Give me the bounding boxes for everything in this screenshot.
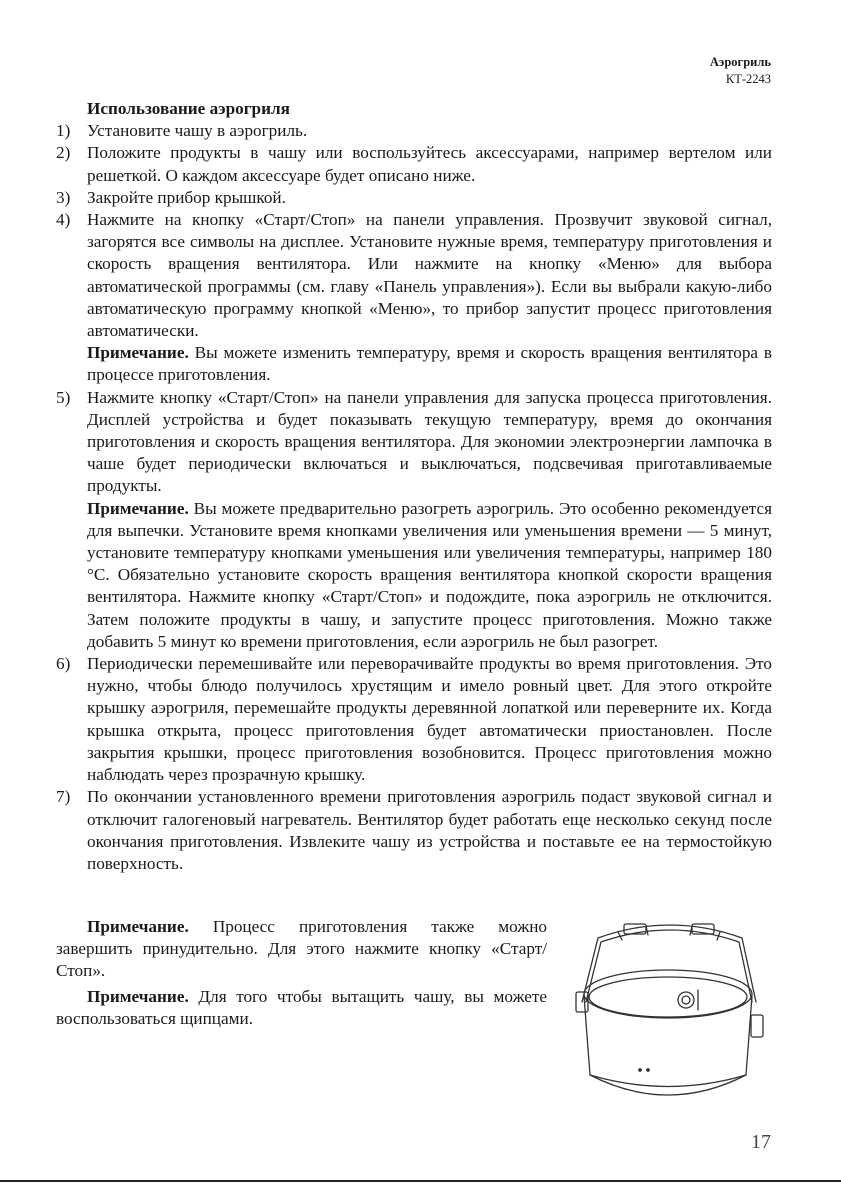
note-label: Примечание. — [87, 917, 189, 936]
note-text: Вы можете изменить температуру, время и скорость вращения вентилятора в процессе приготовления. — [87, 343, 772, 385]
header-model: КТ-2243 — [725, 72, 771, 86]
header-brand: Аэрогриль — [709, 55, 771, 69]
step-text: Нажмите кнопку «Старт/Стоп» на панели управления для запуска процесса приготовления. Дисплей устройства и будет показывать текущую температуру, время до окончания приготовления и скорость вращения вентилятора. Для экономии электроэнергии лампочка в чаше будет периодически включаться и выключаться, подсвечивая приготавливаемые продукты. — [87, 387, 772, 496]
running-header — [710, 54, 771, 88]
step-note — [87, 342, 772, 386]
step-number: 5) — [56, 387, 71, 407]
step-text: Нажмите на кнопку «Старт/Стоп» на панели управления. Прозвучит звуковой сигнал, загорятся все символы на дисплее. Установите нужные время, температуру приготовления и скорость вращения вентилятора. Или нажмите на кнопку «Меню» для выбора автоматической программы (см. главу «Панель управления»). Если вы выбрали какую-либо автоматическую программу кнопкой «Меню», то прибор запустит процесс приготовления автоматически. — [87, 210, 772, 341]
step-number: 3) — [56, 187, 71, 207]
step-text: Установите чашу в аэрогриль. — [87, 121, 308, 141]
note-paragraph — [56, 916, 547, 983]
step-3 — [56, 187, 772, 209]
bowl-with-handle-illustration — [570, 910, 770, 1110]
note-text: Процесс приготовления также можно завершить принудительно. Для этого нажмите кнопку «Старт/Стоп». — [56, 917, 547, 981]
note-paragraph — [56, 986, 547, 1030]
step-1 — [56, 120, 772, 142]
step-2 — [56, 142, 772, 186]
note-text: Вы можете предварительно разогреть аэрогриль. Это особенно рекомендуется для выпечки. Установите время кнопками увеличения или уменьшения времени — 5 минут, установите температуру кнопками уменьшения или увеличения температуры, например 180 °С. Обязательно установите скорость вращения вентилятора кнопкой скорости вращения вентилятора. Нажмите кнопку «Старт/Стоп» и подождите, пока аэрогриль не отключится. Затем положите продукты в чашу, и запустите процесс приготовления. Можно также добавить 5 минут ко времени приготовления, если аэрогриль не был разогрет. — [87, 498, 773, 651]
note-label: Примечание. — [87, 498, 189, 518]
section-title: Использование аэрогриля — [87, 99, 290, 118]
footer-divider — [0, 1180, 841, 1182]
step-4 — [56, 209, 772, 387]
step-number: 6) — [56, 654, 71, 674]
step-6 — [56, 653, 772, 786]
step-text: Положите продукты в чашу или воспользуйтесь аксессуарами, например вертелом или решеткой. О каждом аксессуаре будет описано ниже. — [87, 143, 772, 185]
step-text: По окончании установленного времени приготовления аэрогриль подаст звуковой сигнал и отключит галогеновый нагреватель. Вентилятор будет работать еще несколько секунд после окончания приготовления. Извлеките чашу из устройства и поставьте ее на термостойкую поверхность. — [87, 787, 772, 873]
step-number: 2) — [56, 143, 71, 163]
step-text: Периодически перемешивайте или переворачивайте продукты во время приготовления. Это нужно, чтобы блюдо получилось хрустящим и имело ровный цвет. Для этого откройте крышку аэрогриля, перемешайте продукты деревянной лопаткой или переверните их. Когда крышка открыта, процесс приготовления будет автоматически приостановлен. После закрытия крышки, процесс приготовления возобновится. Процесс приготовления можно наблюдать через прозрачную крышку. — [87, 654, 772, 785]
note-label: Примечание. — [87, 343, 189, 363]
step-number: 1) — [56, 121, 71, 141]
step-7 — [56, 786, 772, 875]
note-text: Для того чтобы вытащить чашу, вы можете воспользоваться щипцами. — [56, 986, 548, 1028]
page-number: 17 — [751, 1131, 771, 1153]
bottom-notes — [56, 916, 547, 1030]
step-5 — [56, 387, 772, 653]
note-label: Примечание. — [87, 986, 189, 1006]
step-number: 4) — [56, 210, 71, 230]
step-note — [87, 498, 772, 653]
step-text: Закройте прибор крышкой. — [87, 187, 286, 207]
instructions — [56, 98, 772, 875]
step-number: 7) — [56, 787, 71, 807]
